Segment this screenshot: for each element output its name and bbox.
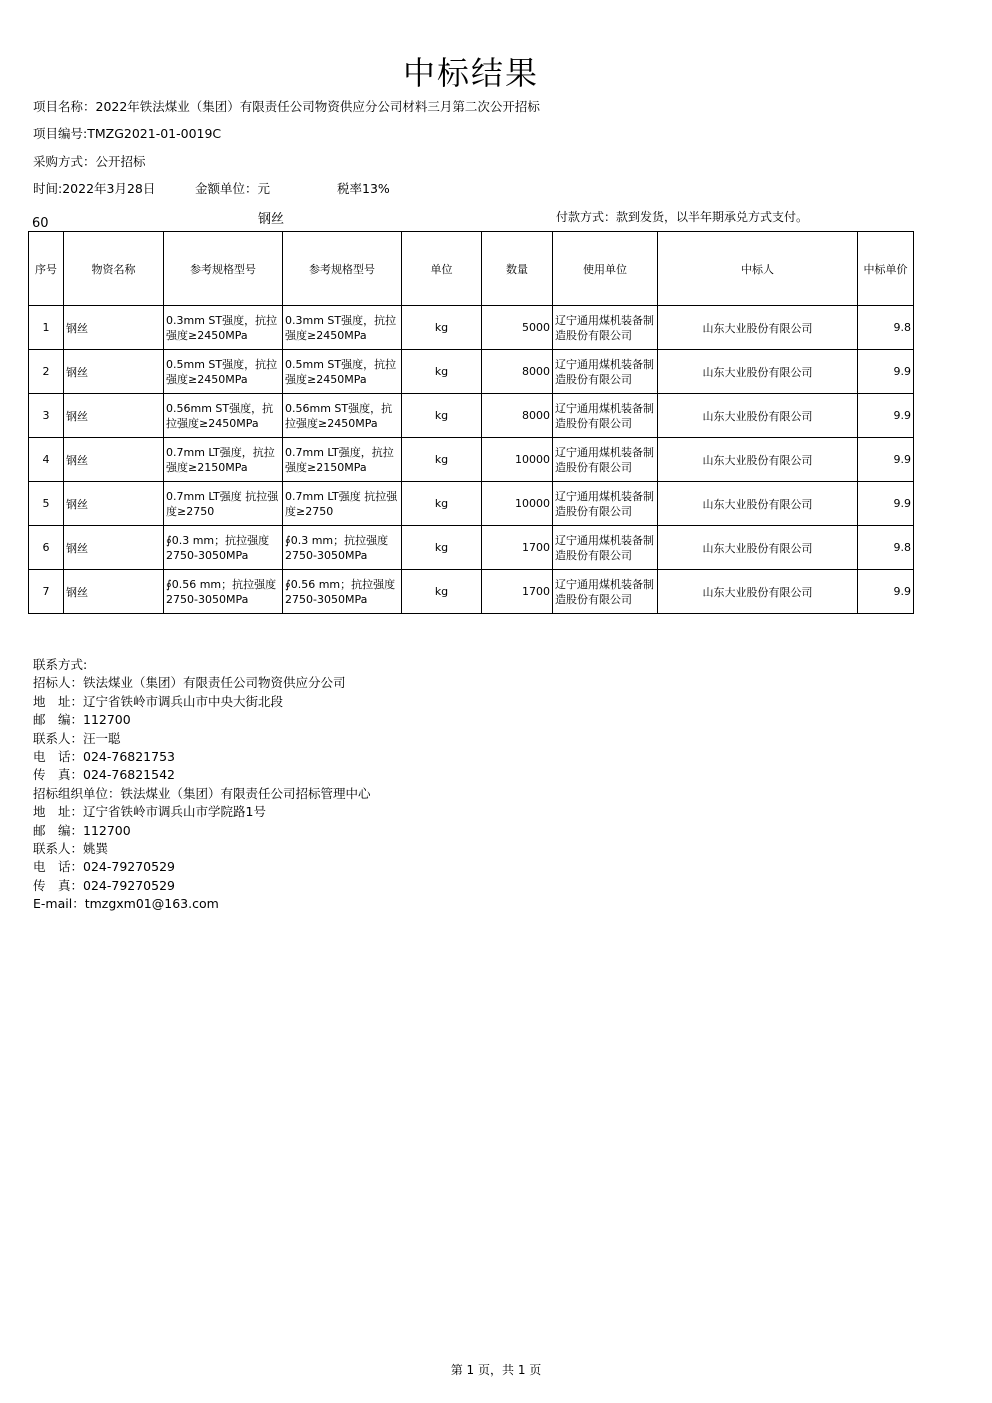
- cell-winner: 山东大业股份有限公司: [658, 350, 858, 394]
- cell-spec-1: 0.7mm LT强度，抗拉强度≥2150MPa: [164, 438, 283, 482]
- date: 时间:2022年3月28日: [33, 181, 156, 196]
- cell-unit: kg: [402, 394, 482, 438]
- tenderer-contact-person: 联系人：汪一聪: [33, 730, 121, 746]
- cell-user: 辽宁通用煤机装备制造股份有限公司: [553, 570, 658, 614]
- table-row: [29, 570, 914, 614]
- cell-unit: kg: [402, 482, 482, 526]
- cell-winner: 山东大业股份有限公司: [658, 482, 858, 526]
- procurement-method: 采购方式：公开招标: [33, 154, 146, 169]
- material-title: 钢丝: [258, 212, 285, 227]
- cell-name: 钢丝: [64, 438, 164, 482]
- header-qty: 数量: [482, 232, 553, 306]
- cell-spec-1: 0.7mm LT强度 抗拉强度≥2750: [164, 482, 283, 526]
- header-user: 使用单位: [553, 232, 658, 306]
- cell-spec-2: ∮0.3 mm；抗拉强度2750-3050MPa: [283, 526, 402, 570]
- cell-unit: kg: [402, 438, 482, 482]
- project-name: 项目名称：2022年铁法煤业（集团）有限责任公司物资供应分公司材料三月第二次公开招标: [33, 99, 540, 114]
- agency: 招标组织单位：铁法煤业（集团）有限责任公司招标管理中心: [33, 785, 371, 801]
- cell-qty: 10000: [482, 482, 553, 526]
- table-row: [29, 350, 914, 394]
- cell-qty: 5000: [482, 306, 553, 350]
- currency-unit: 金额单位：元: [195, 181, 271, 196]
- agency-contact-person: 联系人：姚巽: [33, 841, 109, 857]
- cell-user: 辽宁通用煤机装备制造股份有限公司: [553, 306, 658, 350]
- cell-seq: 5: [29, 482, 64, 526]
- cell-spec-1: ∮0.56 mm；抗拉强度2750-3050MPa: [164, 570, 283, 614]
- table-row: [29, 482, 914, 526]
- table-row: [29, 526, 914, 570]
- contact-heading: 联系方式:: [33, 657, 88, 672]
- cell-qty: 10000: [482, 438, 553, 482]
- project-number: 项目编号:TMZG2021-01-0019C: [33, 126, 222, 141]
- cell-winner: 山东大业股份有限公司: [658, 438, 858, 482]
- cell-spec-2: 0.56mm ST强度，抗拉强度≥2450MPa: [283, 394, 402, 438]
- cell-winner: 山东大业股份有限公司: [658, 394, 858, 438]
- cell-unit: kg: [402, 350, 482, 394]
- cell-price: 9.9: [858, 438, 914, 482]
- header-seq: 序号: [29, 232, 64, 306]
- header-winner: 中标人: [658, 232, 858, 306]
- agency-postcode: 邮 编：112700: [33, 822, 131, 838]
- cell-qty: 8000: [482, 350, 553, 394]
- page-footer: 第 1 页，共 1 页: [450, 1363, 542, 1377]
- cell-price: 9.8: [858, 306, 914, 350]
- cell-spec-1: 0.3mm ST强度，抗拉强度≥2450MPa: [164, 306, 283, 350]
- header-unit: 单位: [402, 232, 482, 306]
- cell-spec-2: 0.3mm ST强度，抗拉强度≥2450MPa: [283, 306, 402, 350]
- cell-user: 辽宁通用煤机装备制造股份有限公司: [553, 482, 658, 526]
- cell-unit: kg: [402, 570, 482, 614]
- tenderer-fax: 传 真：024-76821542: [33, 767, 175, 783]
- header-spec-2: 参考规格型号: [283, 232, 402, 306]
- cell-user: 辽宁通用煤机装备制造股份有限公司: [553, 438, 658, 482]
- cell-user: 辽宁通用煤机装备制造股份有限公司: [553, 526, 658, 570]
- cell-unit: kg: [402, 526, 482, 570]
- date-line: [33, 179, 390, 197]
- tenderer-postcode: 邮 编：112700: [33, 712, 131, 728]
- cell-price: 9.9: [858, 482, 914, 526]
- cell-price: 9.8: [858, 526, 914, 570]
- cell-seq: 2: [29, 350, 64, 394]
- tenderer-address: 地 址：辽宁省铁岭市调兵山市中央大街北段: [33, 693, 284, 709]
- tenderer: 招标人：铁法煤业（集团）有限责任公司物资供应分公司: [33, 675, 346, 691]
- header-spec-1: 参考规格型号: [164, 232, 283, 306]
- table-row: [29, 438, 914, 482]
- cell-seq: 4: [29, 438, 64, 482]
- cell-name: 钢丝: [64, 526, 164, 570]
- cell-name: 钢丝: [64, 306, 164, 350]
- cell-spec-1: 0.56mm ST强度，抗拉强度≥2450MPa: [164, 394, 283, 438]
- page-title: 中标结果: [402, 54, 539, 92]
- cell-price: 9.9: [858, 394, 914, 438]
- cell-spec-2: ∮0.56 mm；抗拉强度2750-3050MPa: [283, 570, 402, 614]
- cell-user: 辽宁通用煤机装备制造股份有限公司: [553, 350, 658, 394]
- cell-seq: 7: [29, 570, 64, 614]
- header-price: 中标单价: [858, 232, 914, 306]
- cell-qty: 1700: [482, 570, 553, 614]
- cell-user: 辽宁通用煤机装备制造股份有限公司: [553, 394, 658, 438]
- cell-spec-2: 0.5mm ST强度，抗拉强度≥2450MPa: [283, 350, 402, 394]
- cell-winner: 山东大业股份有限公司: [658, 526, 858, 570]
- table-row: [29, 394, 914, 438]
- sheet-number: 60: [32, 216, 49, 231]
- cell-winner: 山东大业股份有限公司: [658, 570, 858, 614]
- cell-price: 9.9: [858, 570, 914, 614]
- cell-winner: 山东大业股份有限公司: [658, 306, 858, 350]
- agency-fax: 传 真：024-79270529: [33, 877, 175, 893]
- table-header-row: [29, 232, 914, 306]
- payment-terms: 付款方式：款到发货，以半年期承兑方式支付。: [556, 210, 809, 224]
- cell-name: 钢丝: [64, 350, 164, 394]
- cell-name: 钢丝: [64, 570, 164, 614]
- tenderer-phone: 电 话：024-76821753: [33, 749, 175, 765]
- cell-spec-1: ∮0.3 mm；抗拉强度2750-3050MPa: [164, 526, 283, 570]
- cell-seq: 3: [29, 394, 64, 438]
- header-name: 物资名称: [64, 232, 164, 306]
- table-row: [29, 306, 914, 350]
- cell-name: 钢丝: [64, 482, 164, 526]
- tax-rate: 税率13%: [337, 181, 390, 196]
- cell-spec-2: 0.7mm LT强度，抗拉强度≥2150MPa: [283, 438, 402, 482]
- cell-unit: kg: [402, 306, 482, 350]
- cell-spec-2: 0.7mm LT强度 抗拉强度≥2750: [283, 482, 402, 526]
- cell-seq: 6: [29, 526, 64, 570]
- cell-spec-1: 0.5mm ST强度，抗拉强度≥2450MPa: [164, 350, 283, 394]
- agency-phone: 电 话：024-79270529: [33, 859, 175, 875]
- agency-address: 地 址：辽宁省铁岭市调兵山市学院路1号: [33, 804, 266, 820]
- cell-qty: 8000: [482, 394, 553, 438]
- cell-name: 钢丝: [64, 394, 164, 438]
- cell-seq: 1: [29, 306, 64, 350]
- email: E-mail：tmzgxm01@163.com: [33, 896, 219, 912]
- bid-result-table: [28, 231, 914, 614]
- cell-price: 9.9: [858, 350, 914, 394]
- contact-section: [33, 656, 371, 914]
- cell-qty: 1700: [482, 526, 553, 570]
